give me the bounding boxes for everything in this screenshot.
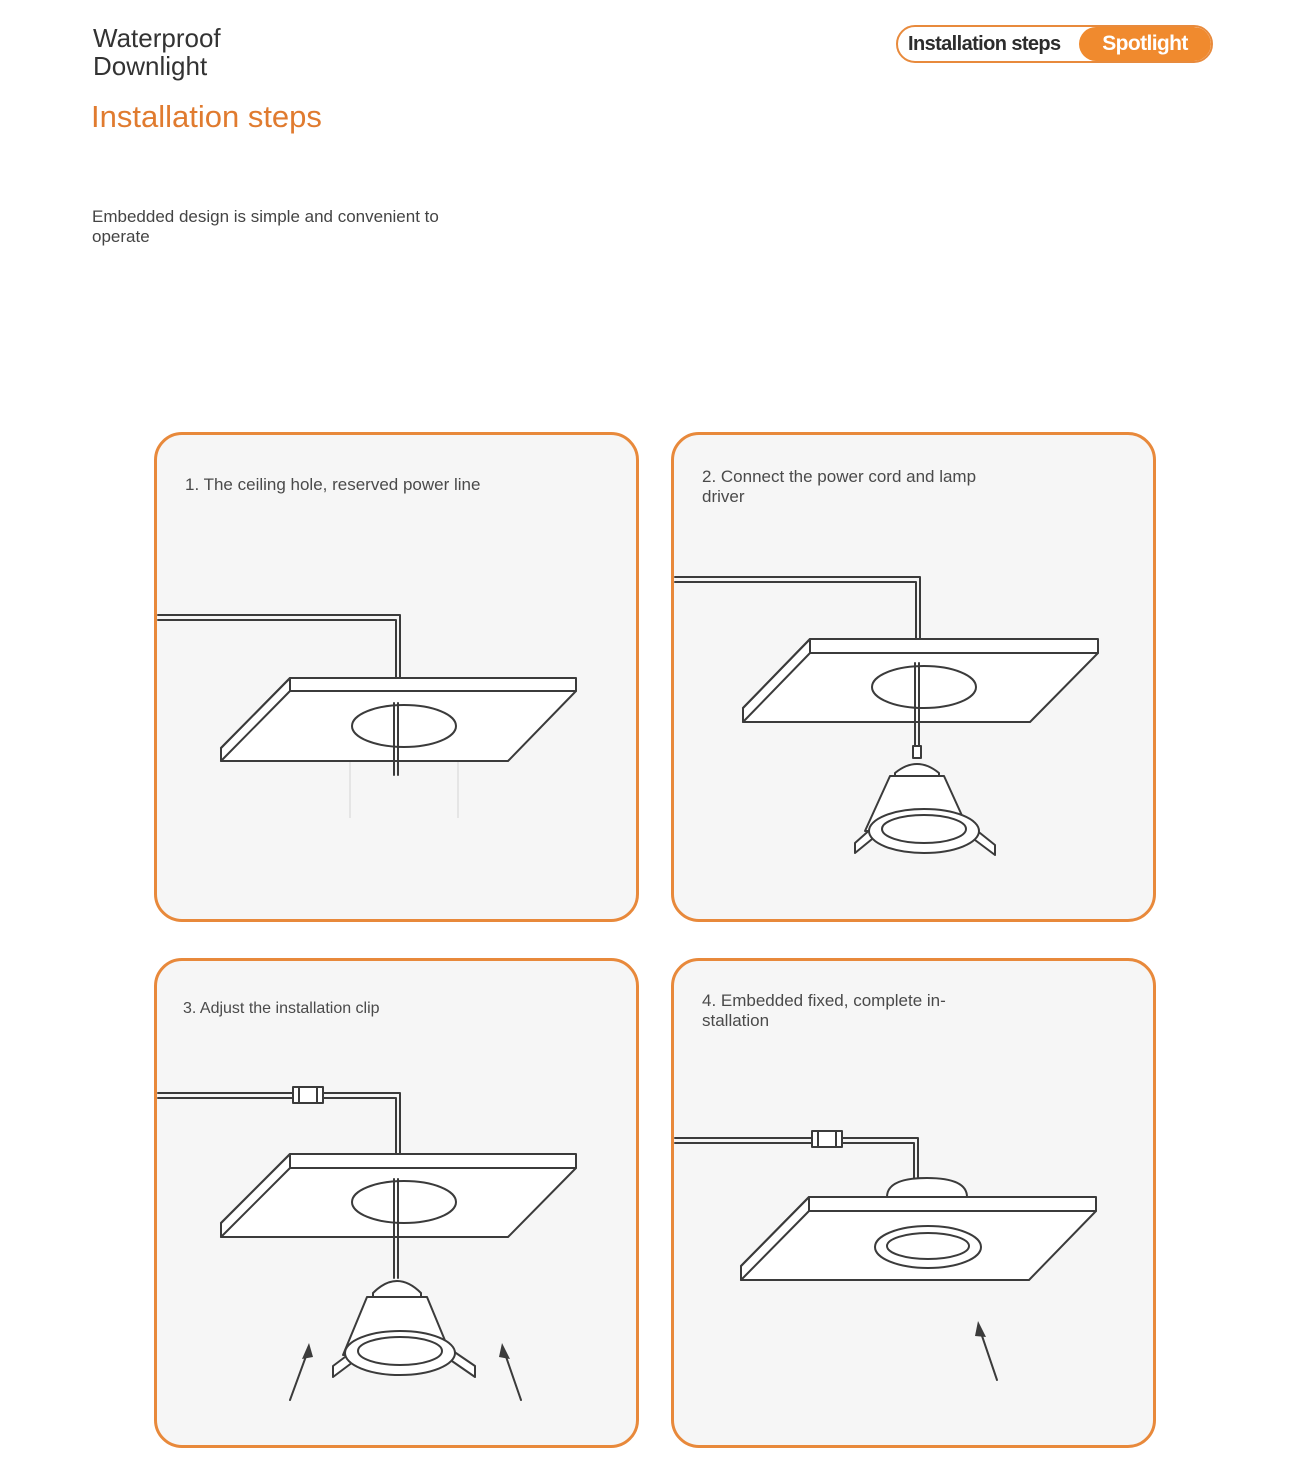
subtitle: Embedded design is simple and convenient to operate bbox=[92, 207, 439, 246]
product-name: Waterproof Downlight bbox=[93, 23, 221, 81]
badge-right-label: Spotlight bbox=[1079, 27, 1211, 61]
arrow-right-head bbox=[499, 1343, 510, 1359]
power-line bbox=[675, 577, 920, 639]
connector bbox=[913, 746, 921, 758]
badge-left-label: Installation steps bbox=[908, 33, 1061, 55]
power-line bbox=[675, 1138, 918, 1183]
step-label: 4. Embedded fixed, complete in-stallation bbox=[702, 991, 946, 1030]
inline-connector bbox=[812, 1131, 842, 1147]
step-label: 1. The ceiling hole, reserved power line bbox=[185, 475, 481, 494]
section-title: Installation steps bbox=[91, 99, 322, 134]
lamp-driver-cap bbox=[373, 1281, 421, 1297]
step-3-illustration bbox=[157, 961, 639, 1448]
arrow-head bbox=[975, 1321, 986, 1337]
step-1-illustration bbox=[157, 435, 639, 922]
step-card-1 bbox=[154, 432, 639, 922]
step-card-3 bbox=[154, 958, 639, 1448]
installation-badge bbox=[896, 25, 1213, 63]
power-line bbox=[158, 615, 400, 679]
step-label: 3. Adjust the installation clip bbox=[183, 1000, 380, 1017]
step-card-4 bbox=[671, 958, 1156, 1448]
lamp-driver-cap bbox=[895, 764, 939, 776]
step-4-illustration bbox=[674, 961, 1156, 1448]
inline-connector bbox=[293, 1087, 323, 1103]
power-line bbox=[158, 1093, 400, 1155]
step-label: 2. Connect the power cord and lamp driver bbox=[702, 467, 977, 506]
arrow-left-head bbox=[302, 1343, 313, 1359]
lamp-driver-dome bbox=[887, 1178, 967, 1197]
step-2-illustration bbox=[674, 435, 1156, 922]
ceiling-panel bbox=[743, 639, 1098, 722]
step-card-2 bbox=[671, 432, 1156, 922]
